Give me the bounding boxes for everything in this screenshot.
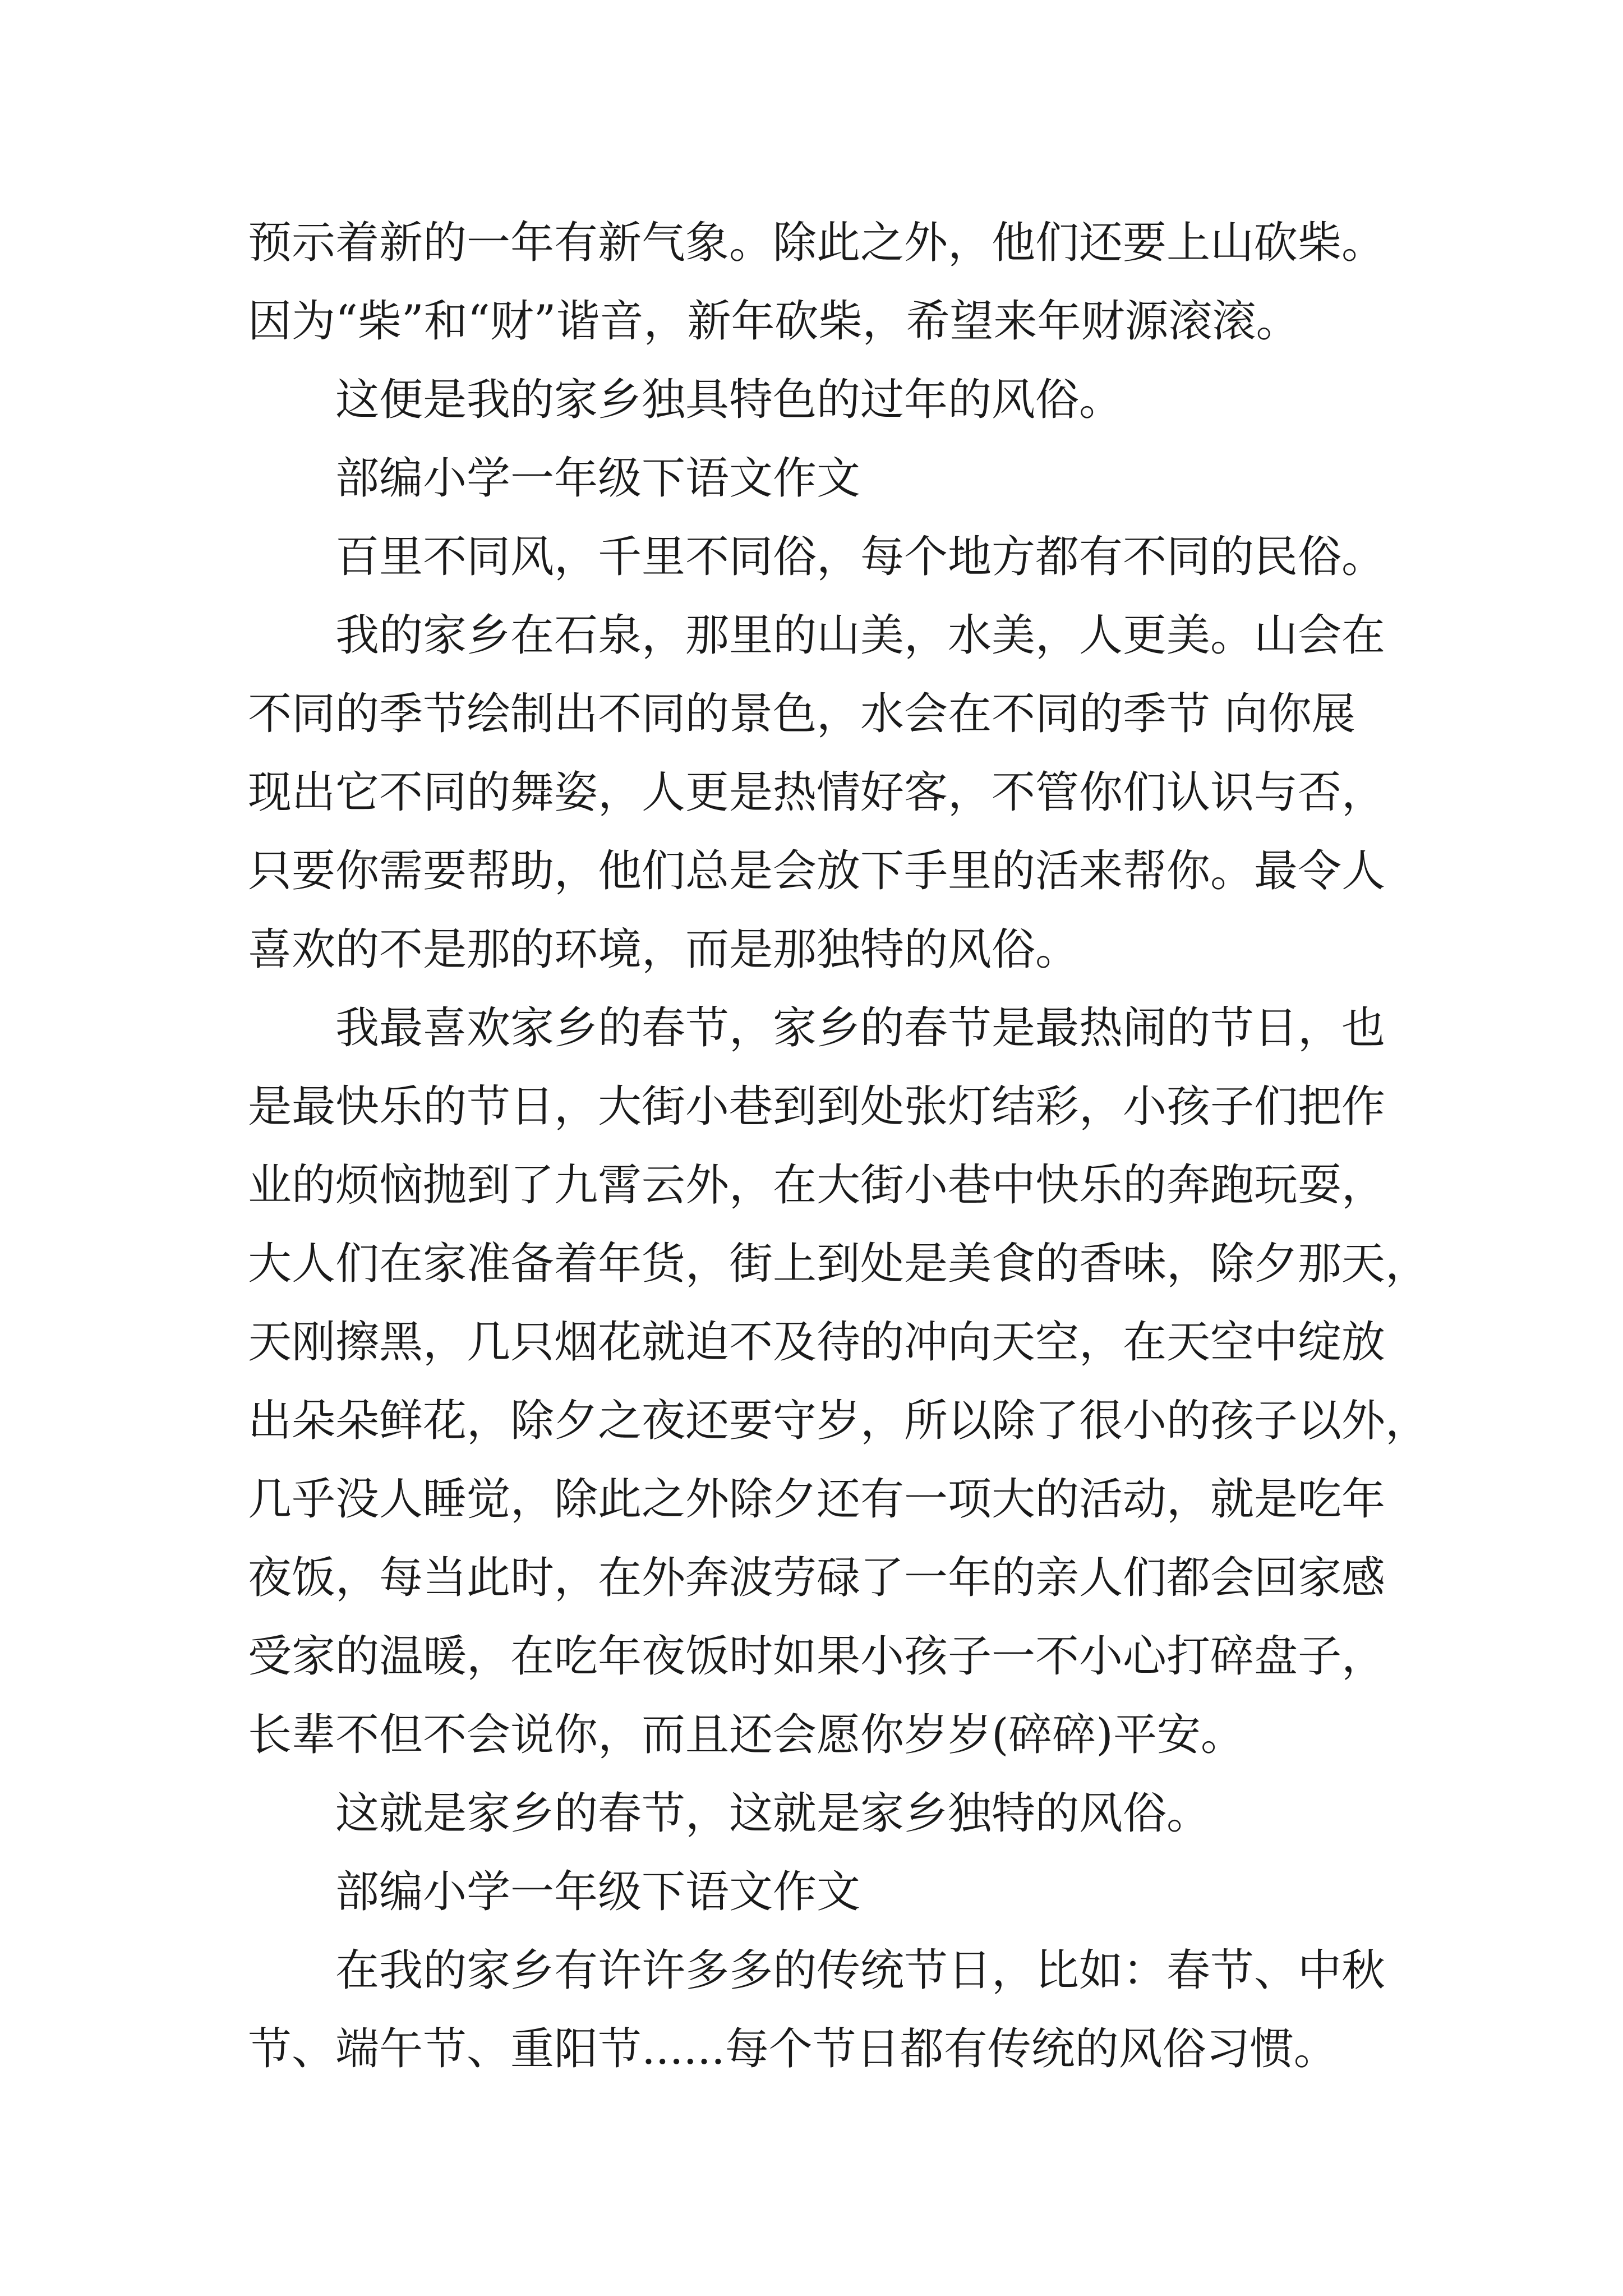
text-line: 预示着新的一年有新气象。除此之外，他们还要上山砍柴。: [248, 218, 1386, 268]
text-line: 因为“柴”和“财”谐音，新年砍柴，希望来年财源滚滚。: [248, 296, 1300, 347]
text-line: 天刚擦黑，几只烟花就迫不及待的冲向天空，在天空中绽放: [248, 1317, 1386, 1368]
text-line: 在我的家乡有许许多多的传统节日，比如：春节、中秋: [335, 1945, 1386, 1996]
text-line: 长辈不但不会说你，而且还会愿你岁岁(碎碎)平安。: [248, 1710, 1244, 1760]
text-line: 我的家乡在石泉，那里的山美，水美，人更美。山会在: [335, 610, 1386, 661]
section-heading: 部编小学一年级下语文作文: [335, 1867, 861, 1917]
text-line: 喜欢的不是那的环境，而是那独特的风俗。: [248, 924, 1080, 975]
text-line: 百里不同风，千里不同俗，每个地方都有不同的民俗。: [335, 532, 1386, 582]
text-line: 只要你需要帮助，他们总是会放下手里的活来帮你。最令人: [248, 846, 1386, 896]
text-line: 不同的季节绘制出不同的景色，水会在不同的季节 向你展: [248, 689, 1355, 739]
text-line: 受家的温暖，在吃年夜饭时如果小孩子一不小心打碎盘子，: [248, 1631, 1386, 1682]
text-line: 出朵朵鲜花，除夕之夜还要守岁，所以除了很小的孩子以外，: [248, 1396, 1430, 1446]
text-line: 节、端午节、重阳节......每个节日都有传统的风俗习惯。: [248, 2024, 1338, 2074]
text-line: 我最喜欢家乡的春节，家乡的春节是最热闹的节日，也: [335, 1003, 1386, 1053]
text-line: 现出它不同的舞姿，人更是热情好客，不管你们认识与否，: [248, 767, 1386, 818]
section-heading: 部编小学一年级下语文作文: [335, 453, 861, 504]
text-line: 是最快乐的节日，大街小巷到到处张灯结彩，小孩子们把作: [248, 1082, 1386, 1132]
text-line: 业的烦恼抛到了九霄云外，在大街小巷中快乐的奔跑玩耍，: [248, 1160, 1386, 1211]
text-line: 大人们在家准备着年货，街上到处是美食的香味，除夕那天，: [248, 1239, 1430, 1289]
text-line: 夜饭，每当此时，在外奔波劳碌了一年的亲人们都会回家感: [248, 1553, 1386, 1603]
text-line: 这就是家乡的春节，这就是家乡独特的风俗。: [335, 1788, 1211, 1839]
text-line: 这便是我的家乡独具特色的过年的风俗。: [335, 375, 1123, 425]
text-line: 几乎没人睡觉，除此之外除夕还有一项大的活动，就是吃年: [248, 1474, 1386, 1525]
